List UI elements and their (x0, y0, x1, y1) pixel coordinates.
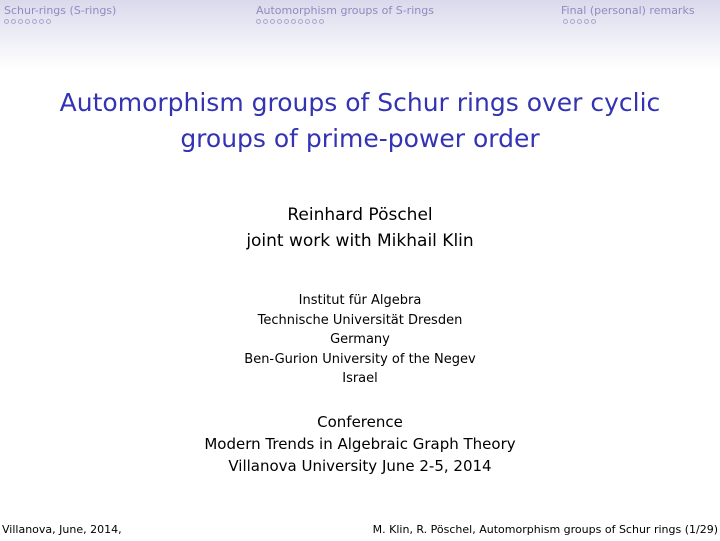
nav-frame-dot[interactable] (319, 19, 324, 24)
nav-frame-dot[interactable] (32, 19, 37, 24)
nav-frame-dot[interactable] (577, 19, 582, 24)
institute-line: Israel (342, 371, 378, 386)
nav-frame-dot[interactable] (584, 19, 589, 24)
nav-frame-dot[interactable] (312, 19, 317, 24)
nav-frame-dot[interactable] (277, 19, 282, 24)
nav-frame-dot[interactable] (25, 19, 30, 24)
nav-frame-dot[interactable] (4, 19, 9, 24)
nav-frame-dot[interactable] (570, 19, 575, 24)
slide-title (0, 85, 720, 157)
author-joint: joint work with Mikhail Klin (246, 231, 474, 251)
nav-frame-dot[interactable] (18, 19, 23, 24)
nav-frame-dot[interactable] (298, 19, 303, 24)
date-line: Modern Trends in Algebraic Graph Theory (204, 435, 516, 453)
nav-dots-schur-rings (4, 19, 51, 24)
nav-frame-dot[interactable] (11, 19, 16, 24)
date-block (0, 411, 720, 477)
nav-dots-automorphism-groups (256, 19, 324, 24)
date-line: Villanova University June 2-5, 2014 (228, 457, 492, 475)
slide-title-line: Automorphism groups of Schur rings over cyclic (59, 88, 661, 117)
footer-date: Villanova, June, 2014, (2, 523, 122, 536)
institute-line: Technische Universität Dresden (257, 312, 463, 328)
footer-title: M. Klin, R. Pöschel, Automorphism groups of Schur rings (1/29) (372, 523, 718, 536)
nav-frame-dot[interactable] (563, 19, 568, 24)
author-name: Reinhard Pöschel (287, 205, 433, 225)
nav-frame-dot[interactable] (284, 19, 289, 24)
navigation-bar (0, 0, 720, 70)
nav-frame-dot[interactable] (263, 19, 268, 24)
nav-section-final-remarks[interactable]: Final (personal) remarks (561, 4, 695, 17)
nav-frame-dot[interactable] (591, 19, 596, 24)
slide-title-line: groups of prime-power order (180, 124, 540, 153)
nav-frame-dot[interactable] (256, 19, 261, 24)
institute-line: Ben-Gurion University of the Negev (244, 351, 476, 367)
nav-frame-dot[interactable] (270, 19, 275, 24)
nav-section-schur-rings[interactable]: Schur-rings (S-rings) (4, 4, 117, 17)
institute-line: Institut für Algebra (298, 293, 422, 308)
author-block (0, 202, 720, 254)
nav-frame-dot[interactable] (305, 19, 310, 24)
date-line: Conference (317, 413, 403, 431)
nav-frame-dot[interactable] (39, 19, 44, 24)
nav-frame-dot[interactable] (291, 19, 296, 24)
nav-frame-dot[interactable] (46, 19, 51, 24)
institute-line: Germany (330, 332, 390, 347)
nav-section-automorphism-groups[interactable]: Automorphism groups of S-rings (256, 4, 434, 17)
institute-block (0, 291, 720, 389)
nav-dots-final-remarks (563, 19, 596, 24)
